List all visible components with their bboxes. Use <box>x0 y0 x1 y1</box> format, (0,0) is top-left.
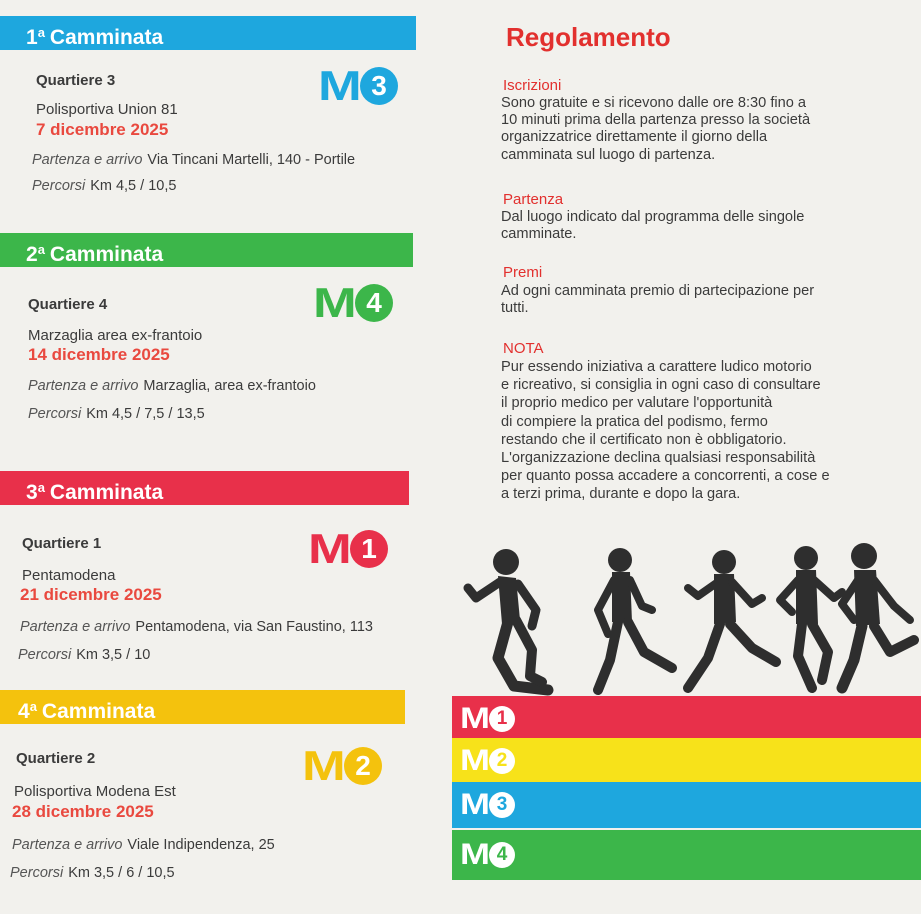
runner-3-icon <box>688 550 776 688</box>
walk-4-title-band <box>0 690 405 724</box>
walk-4-routes-label: Percorsi <box>10 865 64 881</box>
section-nota-line: L'organizzazione declina qualsiasi responsabilità <box>501 450 816 467</box>
walk-3-district: Quartiere 1 <box>22 535 102 552</box>
walk-3-start-label: Partenza e arrivo <box>20 619 131 635</box>
walk-4-district: Quartiere 2 <box>16 750 96 767</box>
stripe-m4 <box>452 830 921 880</box>
runner-4-icon <box>780 546 842 688</box>
stripe-m4-logo <box>460 838 515 872</box>
walk-1-start-label: Partenza e arrivo <box>32 152 143 168</box>
walk-1-routes-value: Km 4,5 / 10,5 <box>90 178 177 194</box>
walk-2-district: Quartiere 4 <box>28 296 108 313</box>
walk-1-logo-letters: M <box>318 62 358 109</box>
walk-4-logo-digit: 2 <box>344 747 382 785</box>
stripe-m2-letters: M <box>460 744 488 777</box>
walk-1-title-band <box>0 16 416 50</box>
walk-1-number: 1 <box>26 26 38 49</box>
walk-3-start <box>20 619 373 635</box>
stripe-m1-logo <box>460 702 515 736</box>
walk-2-logo-digit: 4 <box>355 284 393 322</box>
walk-4-venue: Polisportiva Modena Est <box>14 783 176 800</box>
stripe-m2 <box>452 738 921 784</box>
walk-3-number: 3 <box>26 481 38 504</box>
section-nota-line: e ricreativo, si consiglia in ogni caso di consultare <box>501 377 821 394</box>
walk-2-ordinal: a <box>37 242 45 257</box>
walk-3-ordinal: a <box>37 480 45 495</box>
walk-4-start <box>12 837 275 853</box>
section-premi-line: tutti. <box>501 300 529 317</box>
walk-3-logo-digit: 1 <box>350 530 388 568</box>
stripe-m4-letters: M <box>460 838 488 871</box>
stripe-m1 <box>452 696 921 742</box>
walk-3 <box>0 471 440 671</box>
walk-2-start-label: Partenza e arrivo <box>28 378 139 394</box>
runner-5-icon <box>842 543 914 688</box>
section-premi-body <box>501 283 883 317</box>
section-partenza-line: camminate. <box>501 226 577 243</box>
walk-4-number: 4 <box>18 700 30 723</box>
section-premi-heading: Premi <box>503 264 543 281</box>
section-iscrizioni-line: organizzatrice direttamente il giorno della <box>501 129 768 146</box>
walk-3-title-band <box>0 471 409 505</box>
walk-3-logo-letters: M <box>308 525 348 572</box>
walk-4-word: Camminata <box>41 700 156 723</box>
runner-2-icon <box>598 548 672 690</box>
section-partenza-heading: Partenza <box>503 191 564 208</box>
section-nota-line: di compiere la pratica del podismo, fermo <box>501 413 768 430</box>
section-nota-line: a terzi prima, durante e dopo la gara. <box>501 486 741 503</box>
stripe-m1-letters: M <box>460 702 488 735</box>
walk-4-start-place: Viale Indipendenza, 25 <box>127 837 275 853</box>
walk-3-venue: Pentamodena <box>22 567 116 584</box>
walk-2-logo <box>313 281 393 325</box>
section-nota-heading: NOTA <box>503 340 544 357</box>
walk-1 <box>0 16 440 216</box>
walk-1-logo <box>318 64 398 108</box>
walk-2-date: 14 dicembre 2025 <box>28 345 170 364</box>
section-iscrizioni-body <box>501 95 883 164</box>
walk-4-ordinal: a <box>29 699 37 714</box>
walk-1-date: 7 dicembre 2025 <box>36 120 169 139</box>
walk-3-routes-value: Km 3,5 / 10 <box>76 647 151 663</box>
walk-2-start-place: Marzaglia, area ex-frantoio <box>143 378 316 394</box>
section-partenza-line: Dal luogo indicato dal programma delle singole <box>501 209 805 225</box>
walk-1-logo-digit: 3 <box>360 67 398 105</box>
walk-2-word: Camminata <box>49 243 164 266</box>
section-iscrizioni-heading: Iscrizioni <box>503 77 562 94</box>
stripe-m3 <box>452 782 921 828</box>
section-iscrizioni-line: Sono gratuite e si ricevono dalle ore 8:30 fino a <box>501 95 807 111</box>
walk-4-routes-value: Km 3,5 / 6 / 10,5 <box>68 865 175 881</box>
walk-1-district: Quartiere 3 <box>36 72 116 89</box>
section-nota-line: Pur essendo iniziativa a carattere ludico motorio <box>501 359 812 375</box>
stripe-m2-digit: 2 <box>489 748 515 774</box>
walk-4-date: 28 dicembre 2025 <box>12 802 154 821</box>
walk-2 <box>0 233 440 433</box>
walk-1-venue: Polisportiva Union 81 <box>36 101 178 118</box>
stripe-m3-logo <box>460 788 515 822</box>
runner-1-icon <box>468 549 548 690</box>
section-iscrizioni-line: camminata sul luogo di partenza. <box>501 146 716 163</box>
section-nota-line: restando che il certificato non è obbligatorio. <box>501 431 787 448</box>
section-premi-line: Ad ogni camminata premio di partecipazione per <box>501 283 815 299</box>
section-nota-body <box>501 358 883 504</box>
walk-2-start <box>28 378 316 394</box>
walk-1-start-place: Via Tincani Martelli, 140 - Portile <box>147 152 356 168</box>
walk-3-date: 21 dicembre 2025 <box>20 585 162 604</box>
walk-1-routes <box>32 178 176 194</box>
runners-silhouette-icon <box>462 540 921 700</box>
walk-3-word: Camminata <box>49 481 164 504</box>
walk-4-logo <box>302 744 382 788</box>
walk-4-routes <box>10 865 175 881</box>
stripe-m1-digit: 1 <box>489 706 515 732</box>
walk-3-routes-label: Percorsi <box>18 647 72 663</box>
walk-3-routes <box>18 647 150 663</box>
walk-4-start-label: Partenza e arrivo <box>12 837 123 853</box>
walk-1-start <box>32 152 355 168</box>
walk-3-logo <box>308 527 388 571</box>
walk-1-word: Camminata <box>49 26 164 49</box>
walk-2-routes-label: Percorsi <box>28 406 82 422</box>
walk-4 <box>0 690 440 900</box>
walk-1-ordinal: a <box>37 25 45 40</box>
section-iscrizioni-line: 10 minuti prima della partenza presso la società <box>501 112 811 129</box>
stripe-m3-digit: 3 <box>489 792 515 818</box>
walk-2-routes-value: Km 4,5 / 7,5 / 13,5 <box>86 406 205 422</box>
stripe-m3-letters: M <box>460 788 488 821</box>
stripe-m2-logo <box>460 744 515 778</box>
stripe-m4-digit: 4 <box>489 842 515 868</box>
walk-1-routes-label: Percorsi <box>32 178 86 194</box>
walk-2-venue: Marzaglia area ex-frantoio <box>28 327 203 344</box>
section-nota-line: il proprio medico per valutare l'opportunità <box>501 395 773 412</box>
walk-2-number: 2 <box>26 243 38 266</box>
walk-3-start-place: Pentamodena, via San Faustino, 113 <box>135 619 373 635</box>
walk-4-logo-letters: M <box>302 742 342 789</box>
walk-2-title-band <box>0 233 413 267</box>
section-partenza-body <box>501 209 883 243</box>
walk-2-logo-letters: M <box>313 279 353 326</box>
section-nota-line: per quanto possa accadere a concorrenti, a cose e <box>501 468 830 485</box>
walk-2-routes <box>28 406 205 422</box>
regolamento-title: Regolamento <box>506 22 671 52</box>
